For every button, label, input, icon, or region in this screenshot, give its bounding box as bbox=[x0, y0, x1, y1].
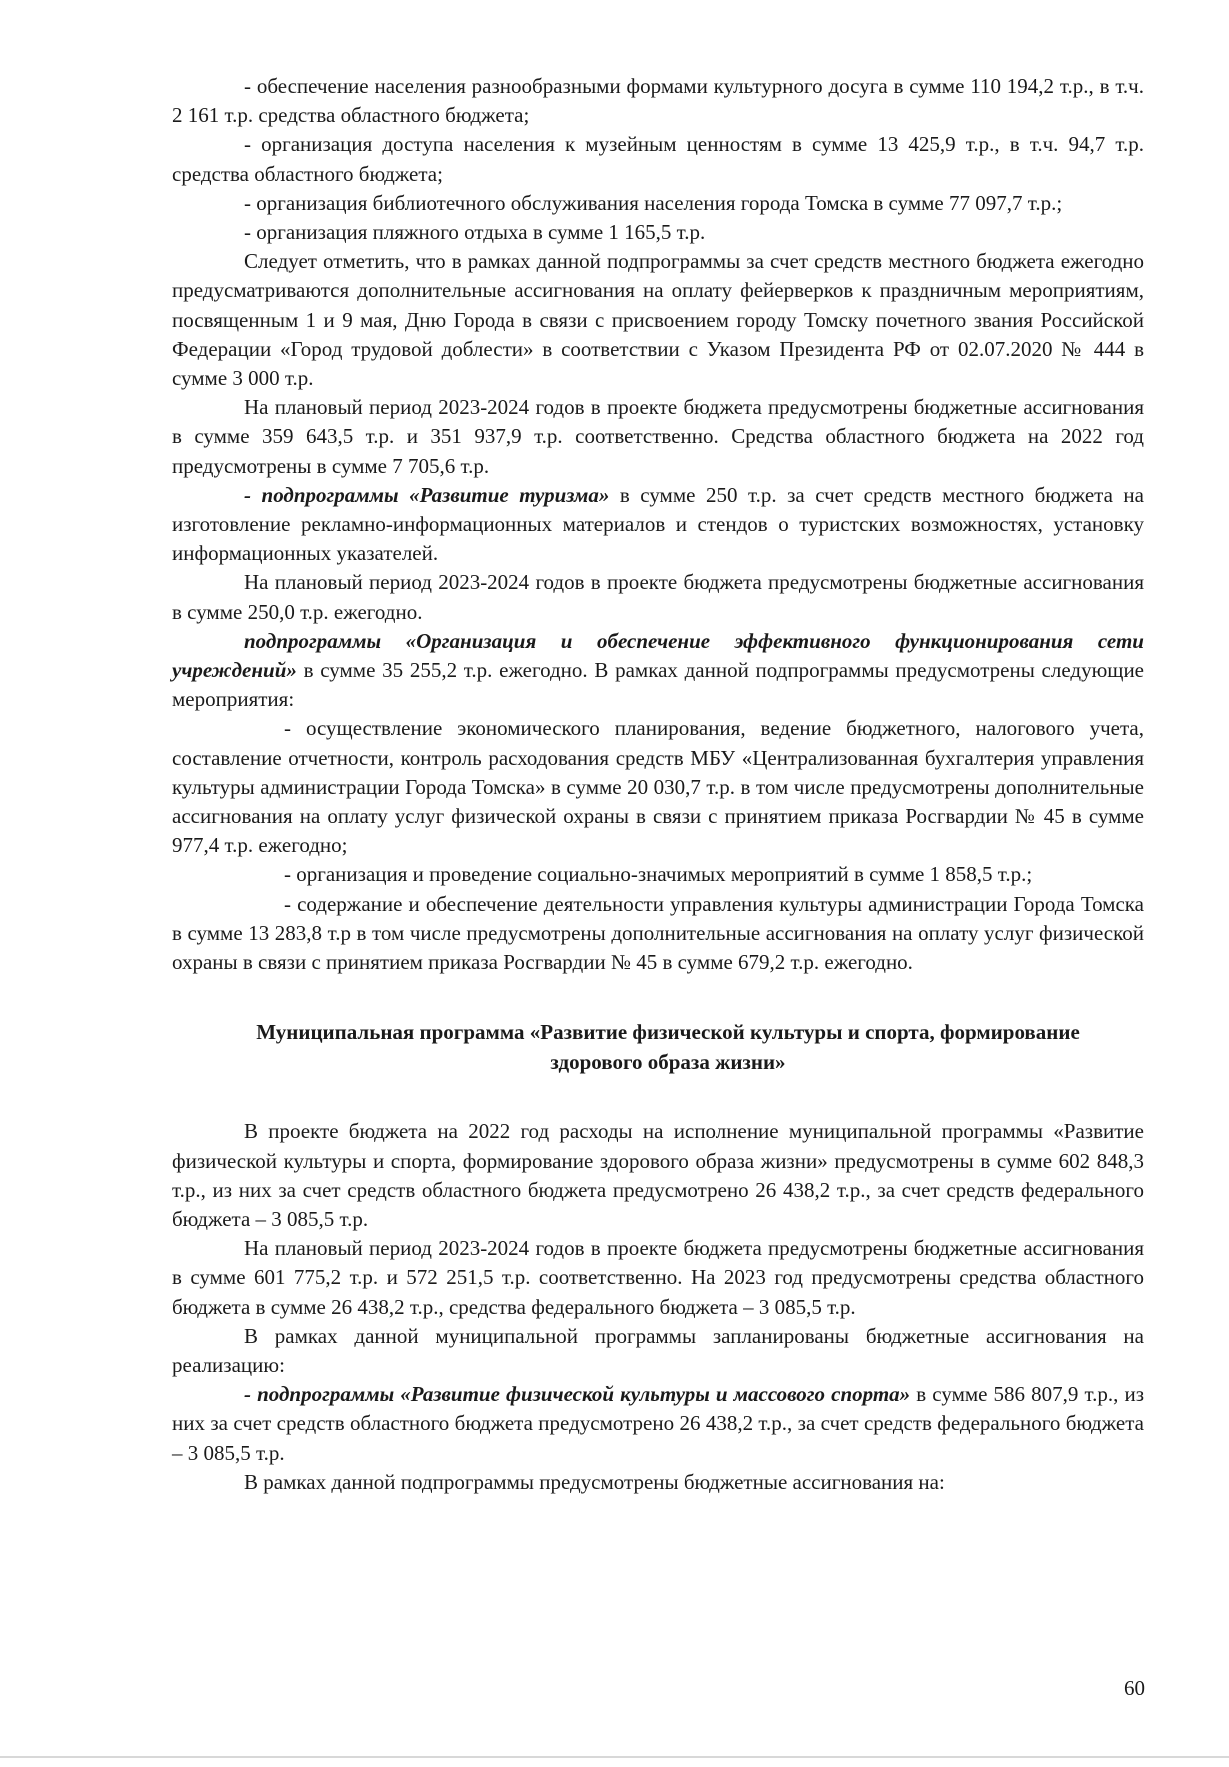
section-heading: Муниципальная программа «Развитие физической культуры и спорта, формирование здорового образа жизни» bbox=[256, 1020, 1080, 1075]
paragraph-sport-plan: На плановый период 2023-2024 годов в проекте бюджета предусмотрены бюджетные ассигнования в сумме 601 775,2 т.р. и 572 251,5 т.р. соответственно. На 2023 год предусмотрены средства областного бюджета в сумме 26 438,2 т.р., средства федерального бюджета – 3 085,5 т.р. bbox=[172, 1236, 1144, 1319]
bullet-leisure: - обеспечение населения разнообразными формами культурного досуга в сумме 110 194,2 т.р., в т.ч. 2 161 т.р. средства областного бюджета; bbox=[172, 74, 1144, 128]
document-body bbox=[172, 72, 1144, 1497]
page-number: 60 bbox=[1124, 1676, 1145, 1700]
mass-sport-subprogram-title: подпрограммы «Развитие физической культуры и массового спорта» bbox=[257, 1382, 911, 1407]
paragraph-sport-intro: В рамках данной муниципальной программы запланированы бюджетные ассигнования на реализацию: bbox=[172, 1323, 1144, 1377]
tourism-dash: - bbox=[244, 482, 262, 507]
bullet-libraries: - организация библиотечного обслуживания населения города Томска в сумме 77 097,7 т.р.; bbox=[244, 190, 1063, 215]
tourism-text: в сумме 250 т.р. за счет средств местного бюджета на изготовление рекламно-информационных материалов и стендов о туристских возможностях, установку информационных указателей. bbox=[172, 482, 1144, 566]
paragraph-sport-budget: В проекте бюджета на 2022 год расходы на исполнение муниципальной программы «Развитие физической культуры и спорта, формирование здорового образа жизни» предусмотрены в сумме 602 848,3 т.р., из них за счет средств областного бюджета предусмотрено 26 438,2 т.р., за счет средств федерального бюджета – 3 085,5 т.р. bbox=[172, 1119, 1144, 1231]
mass-sport-dash: - bbox=[244, 1382, 258, 1407]
paragraph-final: В рамках данной подпрограммы предусмотрены бюджетные ассигнования на: bbox=[244, 1469, 945, 1494]
tourism-subprogram-title: подпрограммы «Развитие туризма» bbox=[261, 482, 610, 507]
scan-edge-divider bbox=[0, 1756, 1229, 1758]
bullet-museums: - организация доступа населения к музейным ценностям в сумме 13 425,9 т.р., в т.ч. 94,7 т.р. средства областного бюджета; bbox=[172, 132, 1144, 186]
network-subprogram-title: подпрограммы «Организация и обеспечение эффективного функционирования сети учреждений» bbox=[172, 628, 1144, 683]
paragraph-tourism bbox=[172, 481, 1144, 569]
paragraph-fireworks: Следует отметить, что в рамках данной подпрограммы за счет средств местного бюджета ежегодно предусматриваются дополнительные ассигнования на оплату фейерверков к праздничным мероприятиям, посвященным 1 и 9 мая, Дню Города в связи с присвоением городу Томску почетного звания Российской Федерации «Город трудовой доблести» в соответствии с Указом Президента РФ от 02.07.2020 № 444 в сумме 3 000 т.р. bbox=[172, 249, 1144, 391]
bullet-beach: - организация пляжного отдыха в сумме 1 165,5 т.р. bbox=[244, 220, 706, 245]
network-text: в сумме 35 255,2 т.р. ежегодно. В рамках данной подпрограммы предусмотрены следующие мероприятия: bbox=[172, 658, 1144, 712]
paragraph-plan-culture: На плановый период 2023-2024 годов в проекте бюджета предусмотрены бюджетные ассигнования в сумме 359 643,5 т.р. и 351 937,9 т.р. соответственно. Средства областного бюджета на 2022 год предусмотрены в сумме 7 705,6 т.р. bbox=[172, 395, 1144, 478]
paragraph-mass-sport bbox=[172, 1380, 1144, 1468]
mass-sport-text: в сумме 586 807,9 т.р., из них за счет средств областного бюджета предусмотрено 26 438,2 т.р., за счет средств федерального бюджета – 3 085,5 т.р. bbox=[172, 1382, 1144, 1465]
bullet-accounting: - осуществление экономического планирования, ведение бюджетного, налогового учета, составление отчетности, контроль расходования средств МБУ «Централизованная бухгалтерия управления культуры администрации Города Томска» в сумме 20 030,7 т.р. в том числе предусмотрены дополнительные ассигнования на оплату услуг физической охраны в связи с принятием приказа Росгвардии № 45 в сумме 977,4 т.р. ежегодно; bbox=[172, 716, 1144, 858]
bullet-administration: - содержание и обеспечение деятельности управления культуры администрации Города Томска в сумме 13 283,8 т.р в том числе предусмотрены дополнительные ассигнования на оплату услуг физической охраны в связи с принятием приказа Росгвардии № 45 в сумме 679,2 т.р. ежегодно. bbox=[172, 891, 1144, 975]
paragraph-network bbox=[172, 627, 1144, 715]
bullet-social-events: - организация и проведение социально-значимых мероприятий в сумме 1 858,5 т.р.; bbox=[284, 862, 1033, 887]
paragraph-tourism-plan: На плановый период 2023-2024 годов в проекте бюджета предусмотрены бюджетные ассигнования в сумме 250,0 т.р. ежегодно. bbox=[172, 570, 1144, 624]
